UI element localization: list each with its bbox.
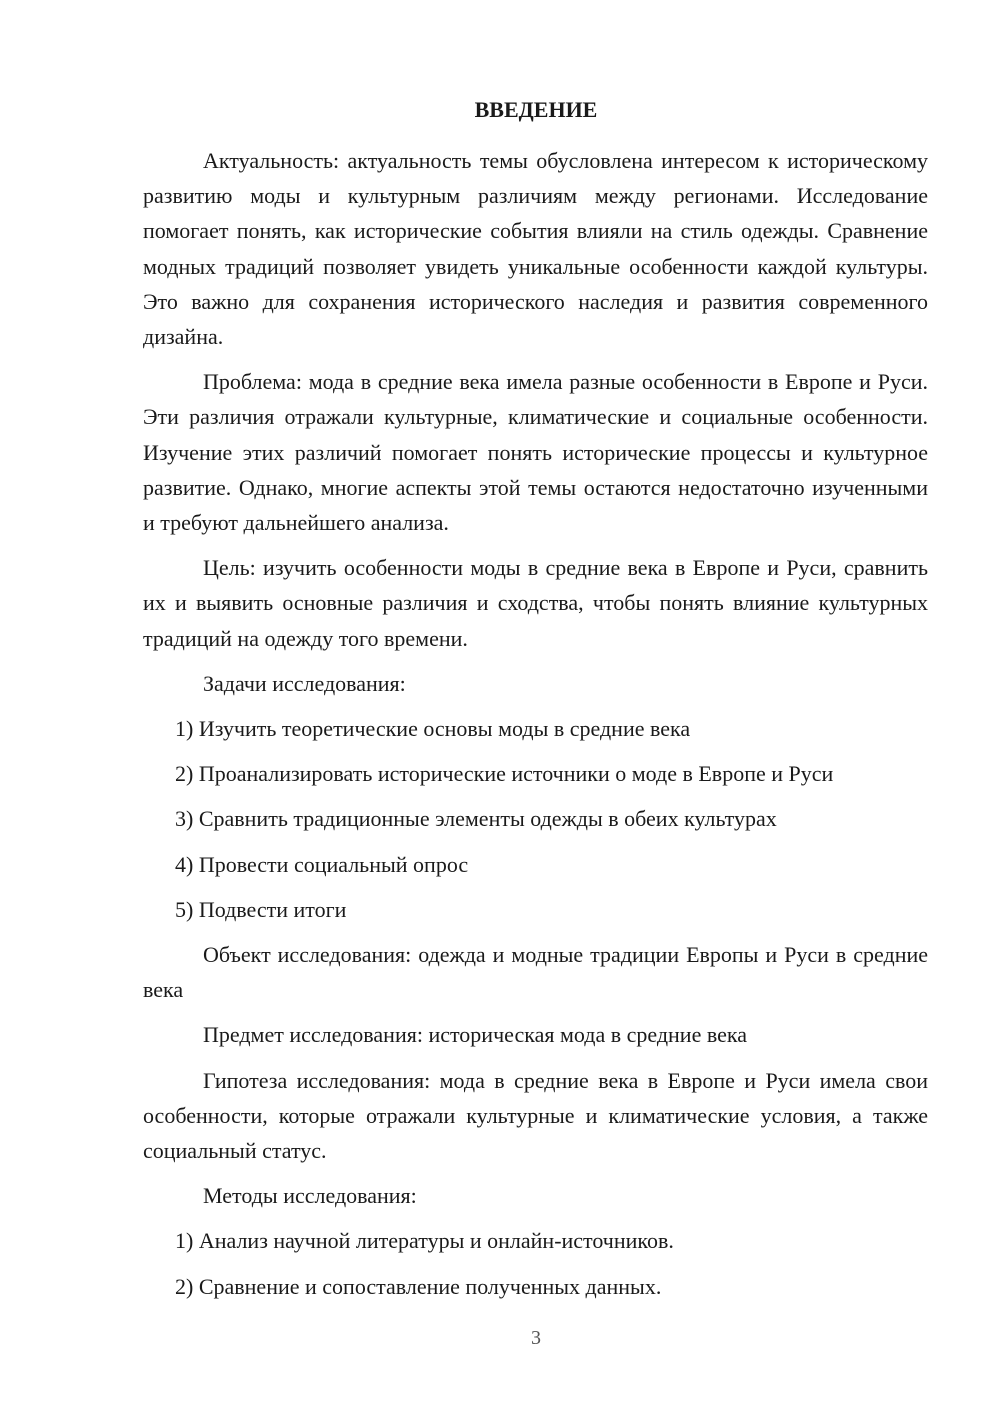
object-paragraph: Объект исследования: одежда и модные традиции Европы и Руси в средние века bbox=[143, 942, 928, 1003]
hypothesis-paragraph: Гипотеза исследования: мода в средние века в Европе и Руси имела свои особенности, которые отражали культурные и климатические условия, а также социальный статус. bbox=[143, 1067, 928, 1164]
methods-heading: Методы исследования: bbox=[203, 1183, 417, 1209]
task-item: 5) Подвести итоги bbox=[175, 896, 347, 922]
page-number: 3 bbox=[531, 1327, 541, 1349]
problem-paragraph: Проблема: мода в средние века имела разные особенности в Европе и Руси. Эти различия отражали культурные, климатические и социальные особенности. Изучение этих различий помогает понять исторические процессы и культурное развитие. Однако, многие аспекты этой темы остаются недостаточно изученными и требуют дальнейшего анализа. bbox=[143, 369, 928, 536]
method-item: 1) Анализ научной литературы и онлайн-источников. bbox=[175, 1228, 674, 1254]
task-item: 3) Сравнить традиционные элементы одежды в обеих культурах bbox=[175, 806, 777, 832]
page-content bbox=[143, 143, 928, 1314]
task-item: 1) Изучить теоретические основы моды в средние века bbox=[175, 716, 691, 742]
page-title: ВВЕДЕНИЕ bbox=[474, 97, 598, 122]
goal-paragraph: Цель: изучить особенности моды в средние века в Европе и Руси, сравнить их и выявить основные различия и сходства, чтобы понять влияние культурных традиций на одежду того времени. bbox=[143, 555, 928, 651]
task-item: 4) Провести социальный опрос bbox=[175, 851, 469, 877]
method-item: 2) Сравнение и сопоставление полученных данных. bbox=[175, 1273, 662, 1299]
relevance-paragraph: Актуальность: актуальность темы обусловлена интересом к историческому развитию моды и культурным различиям между регионами. Исследование помогает понять, как исторические события влияли на стиль одежды. Сравнение модных традиций позволяет увидеть уникальные особенности каждой культуры. Это важно для сохранения исторического наследия и развития современного дизайна. bbox=[143, 148, 928, 350]
tasks-heading: Задачи исследования: bbox=[203, 670, 406, 696]
task-item: 2) Проанализировать исторические источники о моде в Европе и Руси bbox=[175, 761, 834, 787]
subject-line: Предмет исследования: историческая мода в средние века bbox=[203, 1022, 747, 1048]
